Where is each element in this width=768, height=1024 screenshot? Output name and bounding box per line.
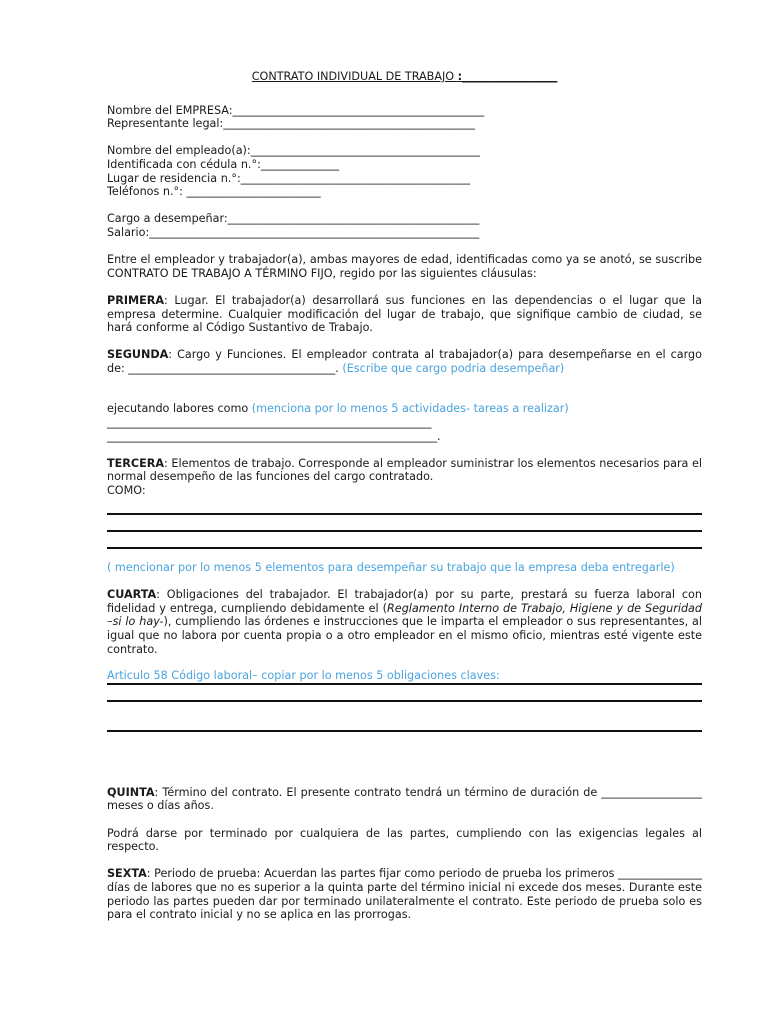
clause-tercera <box>107 457 702 574</box>
clause-label: SEXTA <box>107 867 147 881</box>
company-name-field: Nombre del EMPRESA:_____________________________________________ <box>107 103 485 117</box>
legal-representative-field: Representante legal:_____________________________________________ <box>107 117 475 131</box>
company-section <box>107 104 702 131</box>
clause-text-block <box>107 588 702 656</box>
clause-text-block <box>107 457 702 484</box>
clause-sexta <box>107 867 702 921</box>
clause-label: CUARTA <box>107 588 157 602</box>
clause-primera <box>107 294 702 335</box>
title-text: CONTRATO INDIVIDUAL DE TRABAJO <box>251 70 458 83</box>
clause-text: : Cargo y Funciones. El empleador contrata al trabajador(a) para desempeñarse en el cargo de: _____________________________________. <box>107 348 702 375</box>
position-field: Cargo a desempeñar:_____________________________________________ <box>107 212 480 226</box>
title-blank: _________________ <box>462 70 558 83</box>
termination-paragraph: Podrá darse por terminado por cualquiera de las partes, cumpliendo con las exigencias legales al respecto. <box>107 826 702 854</box>
employee-section <box>107 144 702 198</box>
clause-segunda <box>107 348 702 375</box>
intro-paragraph: Entre el empleador y trabajador(a), ambas mayores de edad, identificadas como ya se anotó, se suscribe CONTRATO DE TRABAJO A TÉRMINO FIJO, regido por las siguientes cláusulas: <box>107 253 702 280</box>
duties-line: __________________________________________________________ <box>107 416 432 430</box>
clause-label: PRIMERA <box>107 293 165 307</box>
clause-label: QUINTA <box>107 785 155 799</box>
clause-hint: (Escribe que cargo podria desempeñar) <box>338 361 565 375</box>
clause-text: : Lugar. El trabajador(a) desarrollará sus funciones en las dependencias o el lugar que la empresa determine. Cualquier modificación del lugar de trabajo, que signifique cambio de ciudad, se hará conforme al Código Sustantivo de Trabajo. <box>107 293 702 335</box>
document-title <box>107 70 702 84</box>
clause-text: : Elementos de trabajo. Corresponde al empleador suministrar los elementos necesarios para el normal desempeño de las funciones del cargo contratado. <box>107 456 702 484</box>
clause-cuarta <box>107 588 702 732</box>
como-label: COMO: <box>107 484 146 498</box>
clause-text: : Obligaciones del trabajador. El trabajador(a) por su parte, prestará su fuerza laboral con fidelidad y entrega, cumpliendo debidamente el ( <box>107 588 702 615</box>
clause-text: ), cumpliendo las órdenes e instrucciones que le imparta el empleador o sus representantes, al igual que no labora por cuenta propia o a otro empleador en el mismo oficio, mientras esté vigente este contrato. <box>107 615 702 656</box>
id-number-field: Identificada con cédula n.°:______________ <box>107 157 340 171</box>
phone-field: Teléfonos n.°: ________________________ <box>107 185 321 199</box>
title-colon: : <box>457 70 463 83</box>
clause-text: : Término del contrato. El presente contrato tendrá un término de duración de __________________ meses o días años. <box>107 785 702 813</box>
clause-label: TERCERA <box>107 456 165 470</box>
duties-line: ___________________________________________________________. <box>107 429 441 443</box>
elements-hint: ( mencionar por lo menos 5 elementos para desempeñar su trabajo que la empresa deba entregarle) <box>107 560 675 574</box>
salary-field: Salario:___________________________________________________________ <box>107 225 480 239</box>
contract-body <box>107 70 702 922</box>
clause-quinta <box>107 786 702 813</box>
duties-section <box>107 402 702 443</box>
employee-name-field: Nombre del empleado(a):_________________________________________ <box>107 144 481 158</box>
clause-label: SEGUNDA <box>107 348 169 362</box>
duties-intro <box>107 402 702 416</box>
obligations-hint: Articulo 58 Código laboral– copiar por lo menos 5 obligaciones claves: <box>107 669 500 683</box>
clause-italic: Reglamento Interno de Trabajo, Higiene y de Seguridad –si lo hay- <box>107 601 703 629</box>
position-section <box>107 212 702 239</box>
duties-hint: (menciona por lo menos 5 actividades- tareas a realizar) <box>251 402 569 416</box>
duties-label: ejecutando labores como <box>107 402 252 416</box>
clause-text: : Periodo de prueba: Acuerdan las partes fijar como periodo de prueba los primeros _______________ días de labores que no es superior a la quinta parte del término inicial ni excede dos meses. Durante este periodo las partes pueden dar por terminado unilateralmente el contrato. Este periodo de prueba solo es para el contrato inicial y no se aplica en las prorrogas. <box>107 867 702 922</box>
residence-field: Lugar de residencia n.°:_________________________________________ <box>107 171 471 185</box>
